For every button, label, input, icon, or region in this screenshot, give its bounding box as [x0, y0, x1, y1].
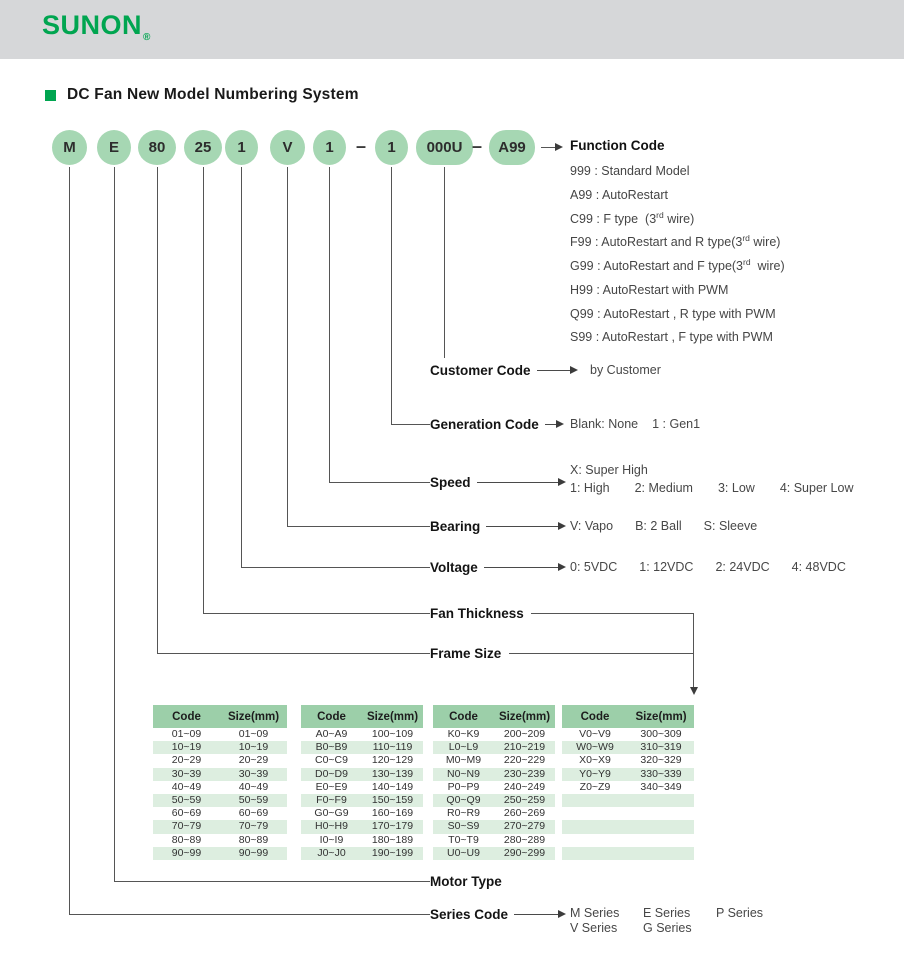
- table-row: M0~M9 220~229: [445, 754, 546, 767]
- row-generation-code: [430, 415, 564, 433]
- registered-mark: ®: [143, 32, 151, 43]
- option-value: 2: Medium: [634, 481, 693, 495]
- size-table-2: [301, 705, 423, 860]
- table-row: [562, 820, 694, 833]
- function-code-heading: Function Code: [570, 138, 665, 153]
- connector-line: [444, 167, 445, 358]
- connector-line: [391, 167, 392, 425]
- sunon-logo: [42, 10, 151, 53]
- size-table-4: [562, 705, 694, 860]
- table-row: 30~39 30~39: [153, 768, 287, 781]
- option-value: Blank: None: [570, 417, 639, 431]
- table-row: 50~59 50~59: [153, 794, 287, 807]
- table-body: [153, 728, 287, 860]
- connector-line: [69, 914, 430, 915]
- connector-line: [287, 167, 288, 527]
- connector-line: [509, 653, 693, 654]
- size-code-tables: [153, 705, 694, 860]
- code-separator: –: [355, 136, 366, 156]
- table-header: [153, 705, 287, 728]
- function-code-item: S99 : AutoRestart , F type with PWM: [570, 330, 773, 345]
- speed-line1: X: Super High: [570, 463, 648, 477]
- col-header-size: Size(mm): [498, 710, 551, 723]
- arrow-connector: [537, 366, 578, 374]
- function-code-block: [570, 138, 785, 348]
- row-series-code: [430, 905, 566, 923]
- connector-line: [241, 167, 242, 568]
- connector-line: [391, 424, 430, 425]
- connector-line: [329, 482, 430, 483]
- table-row: 10~19 10~19: [153, 741, 287, 754]
- col-header-code: Code: [449, 710, 478, 723]
- table-row: Q0~Q9 250~259: [433, 794, 555, 807]
- connector-line: [693, 613, 694, 687]
- table-row: L0~L9 210~219: [433, 741, 555, 754]
- connector-line: [157, 653, 430, 654]
- fan-thickness-label: Fan Thickness: [430, 605, 524, 621]
- code-bubble-function: A99: [489, 130, 535, 165]
- table-row: S0~S9 270~279: [433, 820, 555, 833]
- option-value: 4: Super Low: [779, 481, 854, 495]
- series-code-values: [570, 906, 789, 935]
- table-row: Z0~Z9 340~349: [579, 780, 682, 793]
- table-row: I0~I9 180~189: [319, 833, 414, 846]
- arrow-right-icon: [570, 366, 578, 374]
- code-bubble-customer: 000U: [416, 130, 473, 165]
- table-row: F0~F9 150~159: [301, 794, 423, 807]
- arrow-right-icon: [555, 143, 563, 151]
- table-row: X0~X9 320~329: [579, 754, 682, 767]
- function-code-item: 999 : Standard Model: [570, 164, 690, 179]
- code-separator: –: [471, 136, 482, 156]
- table-row: 80~89 80~89: [171, 833, 269, 846]
- customer-code-label: Customer Code: [430, 362, 531, 378]
- option-value: G Series: [643, 920, 692, 935]
- option-value: 1: High: [570, 481, 610, 495]
- table-header: [301, 705, 423, 728]
- code-bubble-speed: 1: [313, 130, 346, 165]
- table-row: D0~D9 130~139: [301, 768, 423, 781]
- connector-line: [531, 613, 693, 614]
- table-row: B0~B9 110~119: [301, 741, 423, 754]
- table-row: 01~09 01~09: [171, 728, 269, 741]
- col-header-code: Code: [317, 710, 346, 723]
- arrow-connector: [477, 478, 566, 486]
- code-bubble-bearing: V: [270, 130, 305, 165]
- code-bubble-thickness: 25: [184, 130, 222, 165]
- arrow-connector: [514, 910, 566, 918]
- table-row: K0~K9 200~209: [447, 728, 546, 741]
- connector-line: [69, 167, 70, 915]
- col-header-code: Code: [580, 710, 610, 723]
- speed-values: [570, 463, 878, 495]
- table-row: V0~V9 300~309: [579, 728, 682, 741]
- table-row: 70~79 70~79: [153, 820, 287, 833]
- row-frame-size: [430, 644, 501, 662]
- row-speed: [430, 473, 566, 491]
- voltage-label: Voltage: [430, 559, 478, 575]
- size-table-1: [153, 705, 287, 860]
- function-code-item: Q99 : AutoRestart , R type with PWM: [570, 306, 776, 321]
- series-line1: [570, 906, 789, 921]
- table-row: A0~A9 100~109: [315, 728, 414, 741]
- code-bubble-generation: 1: [375, 130, 408, 165]
- option-value: V: Vapo: [570, 519, 614, 533]
- table-row: U0~U9 290~299: [433, 847, 555, 860]
- option-value: 2: 24VDC: [715, 560, 770, 574]
- header-bar: [0, 0, 904, 59]
- section-title-text: DC Fan New Model Numbering System: [67, 86, 359, 103]
- connector-line: [203, 167, 204, 614]
- connector-line: [329, 167, 330, 483]
- table-body: [301, 728, 423, 860]
- table-row: T0~T9 280~289: [448, 833, 546, 846]
- table-row: P0~P9 240~249: [447, 780, 546, 793]
- col-header-size: Size(mm): [635, 710, 687, 723]
- table-row: [562, 847, 694, 860]
- generation-code-label: Generation Code: [430, 416, 539, 432]
- option-value: 1 : Gen1: [652, 417, 701, 431]
- code-bubble-voltage: 1: [225, 130, 258, 165]
- function-code-item: G99 : AutoRestart and F type(3rd wire): [570, 257, 785, 274]
- row-motor-type: [430, 872, 502, 890]
- customer-code-value: by Customer: [590, 363, 661, 377]
- row-voltage: [430, 558, 566, 576]
- arrow-right-icon: [558, 522, 566, 530]
- option-value: M Series: [570, 906, 620, 920]
- option-value: 3: Low: [717, 481, 755, 495]
- series-code-label: Series Code: [430, 906, 509, 922]
- connector-line: [203, 613, 430, 614]
- arrow-right-icon: [558, 478, 566, 486]
- series-line2: [570, 921, 789, 936]
- table-row: N0~N9 230~239: [433, 768, 555, 781]
- table-row: C0~C9 120~129: [315, 754, 414, 767]
- option-value: E Series: [643, 906, 691, 920]
- col-header-size: Size(mm): [227, 710, 280, 723]
- table-row: 90~99 90~99: [153, 847, 287, 860]
- arrow-right-icon: [558, 563, 566, 571]
- table-row: 20~29 20~29: [171, 754, 269, 767]
- table-row: 40~49 40~49: [171, 780, 269, 793]
- arrow-connector: [486, 522, 566, 530]
- table-row: R0~R9 260~269: [447, 807, 546, 820]
- table-row: H0~H9 170~179: [301, 820, 423, 833]
- option-value: V Series: [570, 920, 618, 935]
- table-row: 60~69 60~69: [171, 807, 269, 820]
- table-row: Y0~Y9 330~339: [562, 768, 694, 781]
- option-value: 0: 5VDC: [570, 560, 618, 574]
- code-bubble-motor: E: [97, 130, 131, 165]
- arrow-connector: [484, 563, 566, 571]
- table-row: G0~G9 160~169: [314, 807, 414, 820]
- connector-line: [114, 881, 430, 882]
- arrow-right-icon: [556, 420, 564, 428]
- arrow-right-icon: [541, 147, 555, 148]
- bearing-values: [570, 519, 779, 533]
- speed-line2: [570, 481, 878, 495]
- table-row: E0~E9 140~149: [315, 780, 414, 793]
- row-fan-thickness: [430, 604, 524, 622]
- bearing-label: Bearing: [430, 518, 481, 534]
- function-code-item: H99 : AutoRestart with PWM: [570, 282, 729, 297]
- function-code-item: F99 : AutoRestart and R type(3rd wire): [570, 233, 781, 250]
- arrow-connector: [545, 420, 564, 428]
- table-body: [433, 728, 555, 860]
- function-code-item: A99 : AutoRestart: [570, 187, 668, 202]
- logo-text: SUNON: [42, 10, 143, 40]
- arrow-right-icon: [558, 910, 566, 918]
- option-value: S: Sleeve: [703, 519, 758, 533]
- table-row: W0~W9 310~319: [562, 741, 694, 754]
- motor-type-label: Motor Type: [430, 873, 502, 889]
- code-bubble-series: M: [52, 130, 87, 165]
- option-value: P Series: [716, 906, 764, 920]
- speed-label: Speed: [430, 474, 471, 490]
- col-header-code: Code: [172, 710, 201, 723]
- frame-size-label: Frame Size: [430, 645, 502, 661]
- connector-line: [157, 167, 158, 654]
- function-code-item: C99 : F type (3rd wire): [570, 209, 695, 226]
- table-row: [562, 834, 694, 847]
- function-code-list: [570, 158, 785, 348]
- connector-line: [241, 567, 430, 568]
- table-row: J0~J0 190~199: [301, 847, 423, 860]
- voltage-values: [570, 560, 868, 574]
- col-header-size: Size(mm): [366, 710, 419, 723]
- table-body: [562, 728, 694, 860]
- table-row: [562, 807, 694, 820]
- option-value: 1: 12VDC: [639, 560, 694, 574]
- option-value: 4: 48VDC: [791, 560, 846, 574]
- arrow-down-icon: [690, 687, 698, 695]
- option-value: B: 2 Ball: [635, 519, 682, 533]
- table-header: [562, 705, 694, 728]
- generation-code-values: [570, 417, 714, 431]
- row-bearing: [430, 517, 566, 535]
- section-title: [45, 86, 359, 104]
- size-table-3: [433, 705, 555, 860]
- connector-line: [287, 526, 430, 527]
- code-bubble-frame: 80: [138, 130, 176, 165]
- row-customer-code: [430, 361, 578, 379]
- green-square-bullet-icon: [45, 90, 56, 101]
- table-row: [562, 794, 694, 807]
- connector-line: [114, 167, 115, 882]
- table-header: [433, 705, 555, 728]
